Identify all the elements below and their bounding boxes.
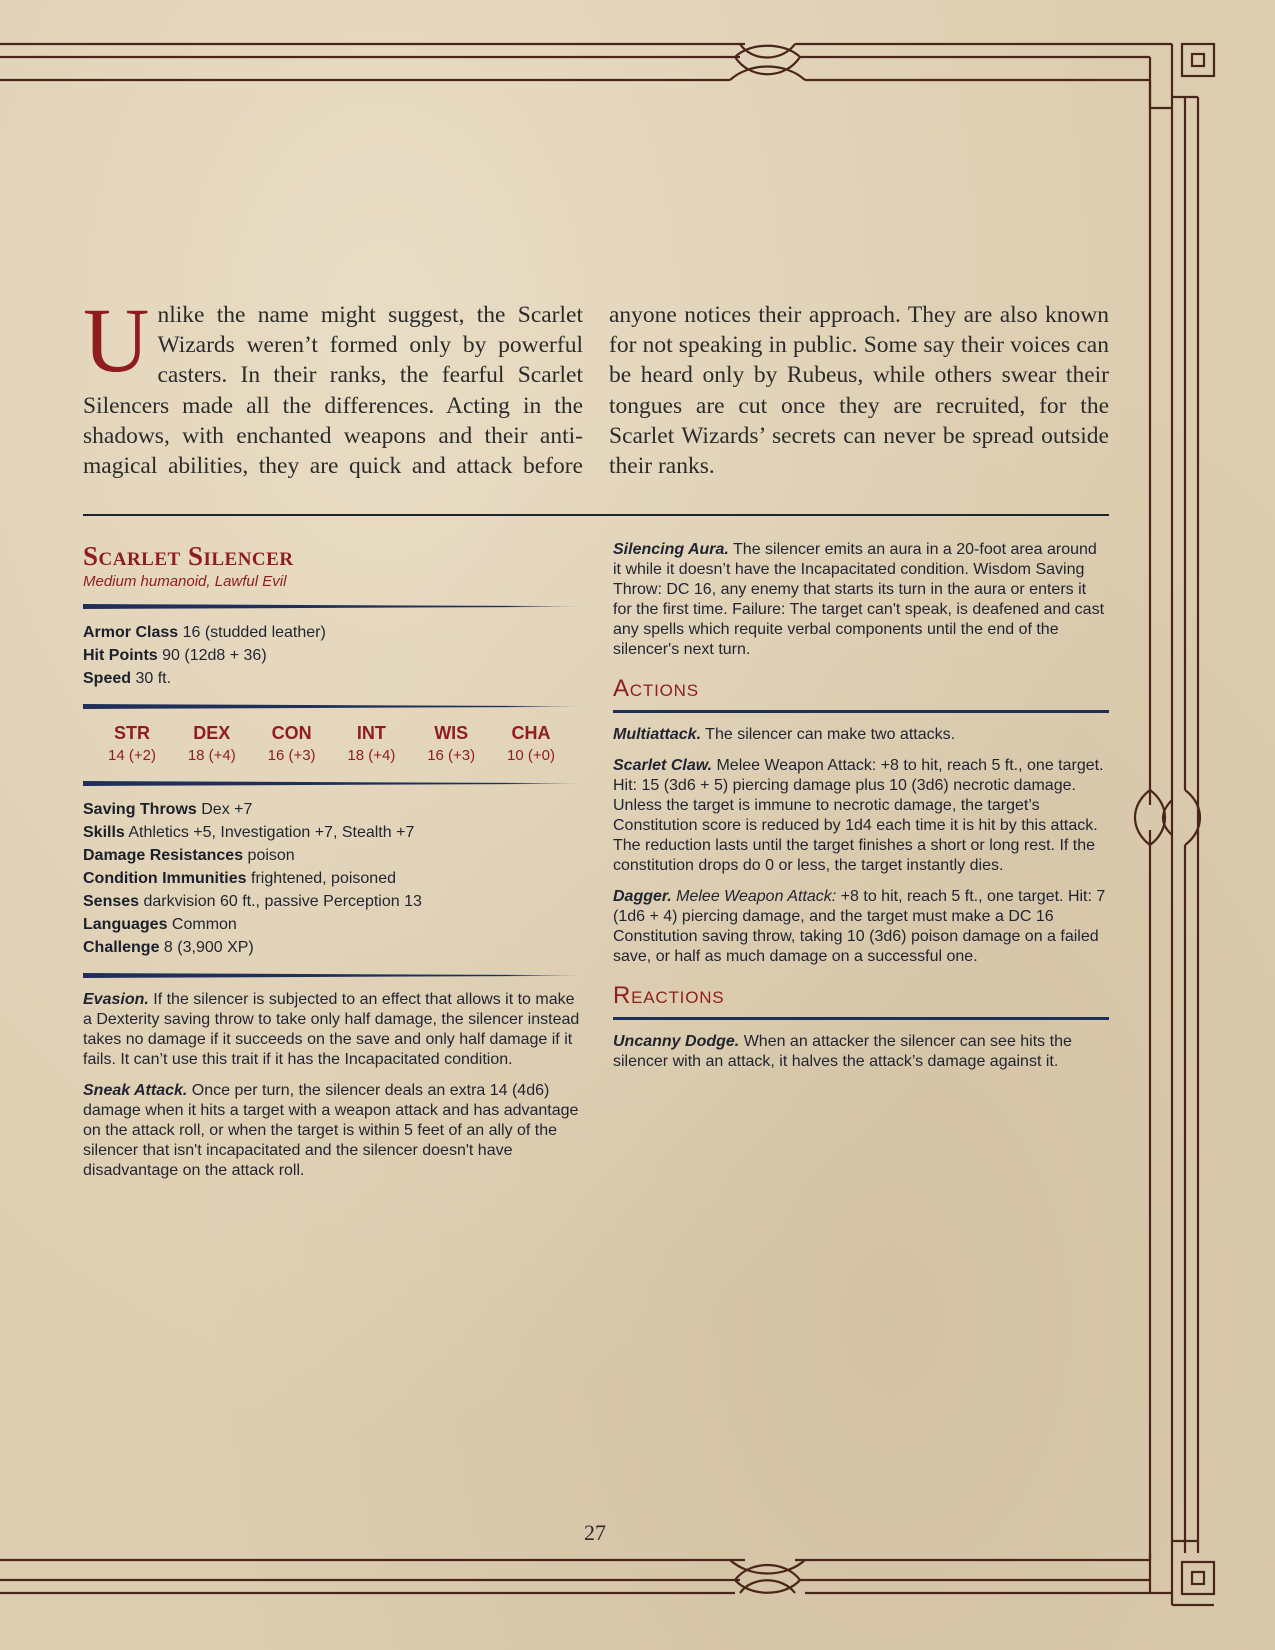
ability-str: STR 14 (+2) [108,723,156,764]
actions-heading: Actions [613,675,699,702]
page-number: 27 [584,1520,606,1545]
ability-cha: CHA 10 (+0) [507,723,555,764]
condition-immunities: Condition Immunities frightened, poisoned [83,870,396,887]
hit-points: Hit Points 90 (12d8 + 36) [83,647,267,664]
section-divider [83,514,1109,516]
statblock-left-column [83,540,580,1192]
senses: Senses darkvision 60 ft., passive Perception 13 [83,893,422,910]
ability-con: CON 16 (+3) [267,723,316,764]
ability-wis: WIS 16 (+3) [427,723,476,764]
action-scarlet-claw: Scarlet Claw. Melee Weapon Attack: +8 to hit, reach 5 ft., one target. Hit: 15 (3d6 + 5) piercing damage plus 10 (3d6) necrotic damage. Unless the target is immune to necrotic damage, the target’s Constitution score is reduced by 1d4 each time it is hit by this attack. The reduction lasts until the target finishes a short or long rest. If the constitution drops do 0 or less, the target instantly dies. [613,757,1104,874]
saving-throws: Saving Throws Dex +7 [83,801,253,818]
trait-silencing-aura: Silencing Aura. The silencer emits an aura in a 20-foot area around it while it doesn’t have the Incapacitated condition. Wisdom Saving Throw: DC 16, any enemy that starts its turn in the aura or enters it for the first time. Failure: The target can't speak, is deafened and cast any spells which requite verbal components until the end of the silencer's next turn. [613,541,1105,658]
trait-evasion: Evasion. If the silencer is subjected to an effect that allows it to make a Dexterity saving throw to take only half damage, the silencer instead takes no damage if it succeeds on the save and only half damage if it fails. It can’t use this trait if it has the Incapacitated condition. [83,991,580,1068]
drop-cap: U [83,289,150,391]
ability-dex: DEX 18 (+4) [187,723,236,764]
action-multiattack: Multiattack. The silencer can make two attacks. [613,726,956,743]
trait-sneak-attack: Sneak Attack. Once per turn, the silencer deals an extra 14 (4d6) damage when it hits a target with a weapon attack and has advantage on the attack roll, or when the target is within 5 feet of an ally of the silencer that isn't incapacitated and the silencer doesn't have disadvantage on the attack roll. [83,1082,579,1179]
statblock-type: Medium humanoid, Lawful Evil [83,573,287,590]
reactions-heading: Reactions [613,982,725,1009]
intro-text: nlike the name might suggest, the Scarlet Wizards weren’t formed only by powerful casters. In their ranks, the fearful Scarlet Silencers made all the differences. Acting in the shadows, with enchanted weapons and their anti-magical abilities, they are quick and attack before anyone notices their approach. They are also known for not speaking in public. Some say their voices can be heard only by Rubeus, while others swear their tongues are cut once they are recruited, for the Scarlet Wizards’ secrets can never be spread outside their ranks. [83,302,1109,480]
armor-class: Armor Class 16 (studded leather) [83,624,326,641]
statblock-right-column [613,540,1109,1083]
challenge: Challenge 8 (3,900 XP) [83,939,254,956]
speed: Speed 30 ft. [83,670,172,687]
reactions-rule [613,1017,1109,1020]
tapered-rule [83,973,580,978]
statblock-title: Scarlet Silencer [83,541,294,571]
intro-paragraph [83,289,1109,481]
ability-int: INT 18 (+4) [347,723,396,764]
reaction-uncanny-dodge: Uncanny Dodge. When an attacker the silencer can see hits the silencer with an attack, it halves the attack’s damage against it. [613,1033,1072,1070]
languages: Languages Common [83,916,237,933]
skills: Skills Athletics +5, Investigation +7, Stealth +7 [83,824,415,841]
tapered-rule [83,704,580,709]
damage-resistances: Damage Resistances poison [83,847,295,864]
actions-rule [613,710,1109,713]
ability-scores [83,721,580,767]
tapered-rule [83,781,580,786]
action-dagger: Dagger. Melee Weapon Attack: +8 to hit, reach 5 ft., one target. Hit: 7 (1d6 + 4) piercing damage, and the target must make a DC 16 Constitution saving throw, taking 10 (3d6) poison damage on a failed save, or half as much damage on a successful one. [613,888,1106,965]
tapered-rule [83,604,580,609]
